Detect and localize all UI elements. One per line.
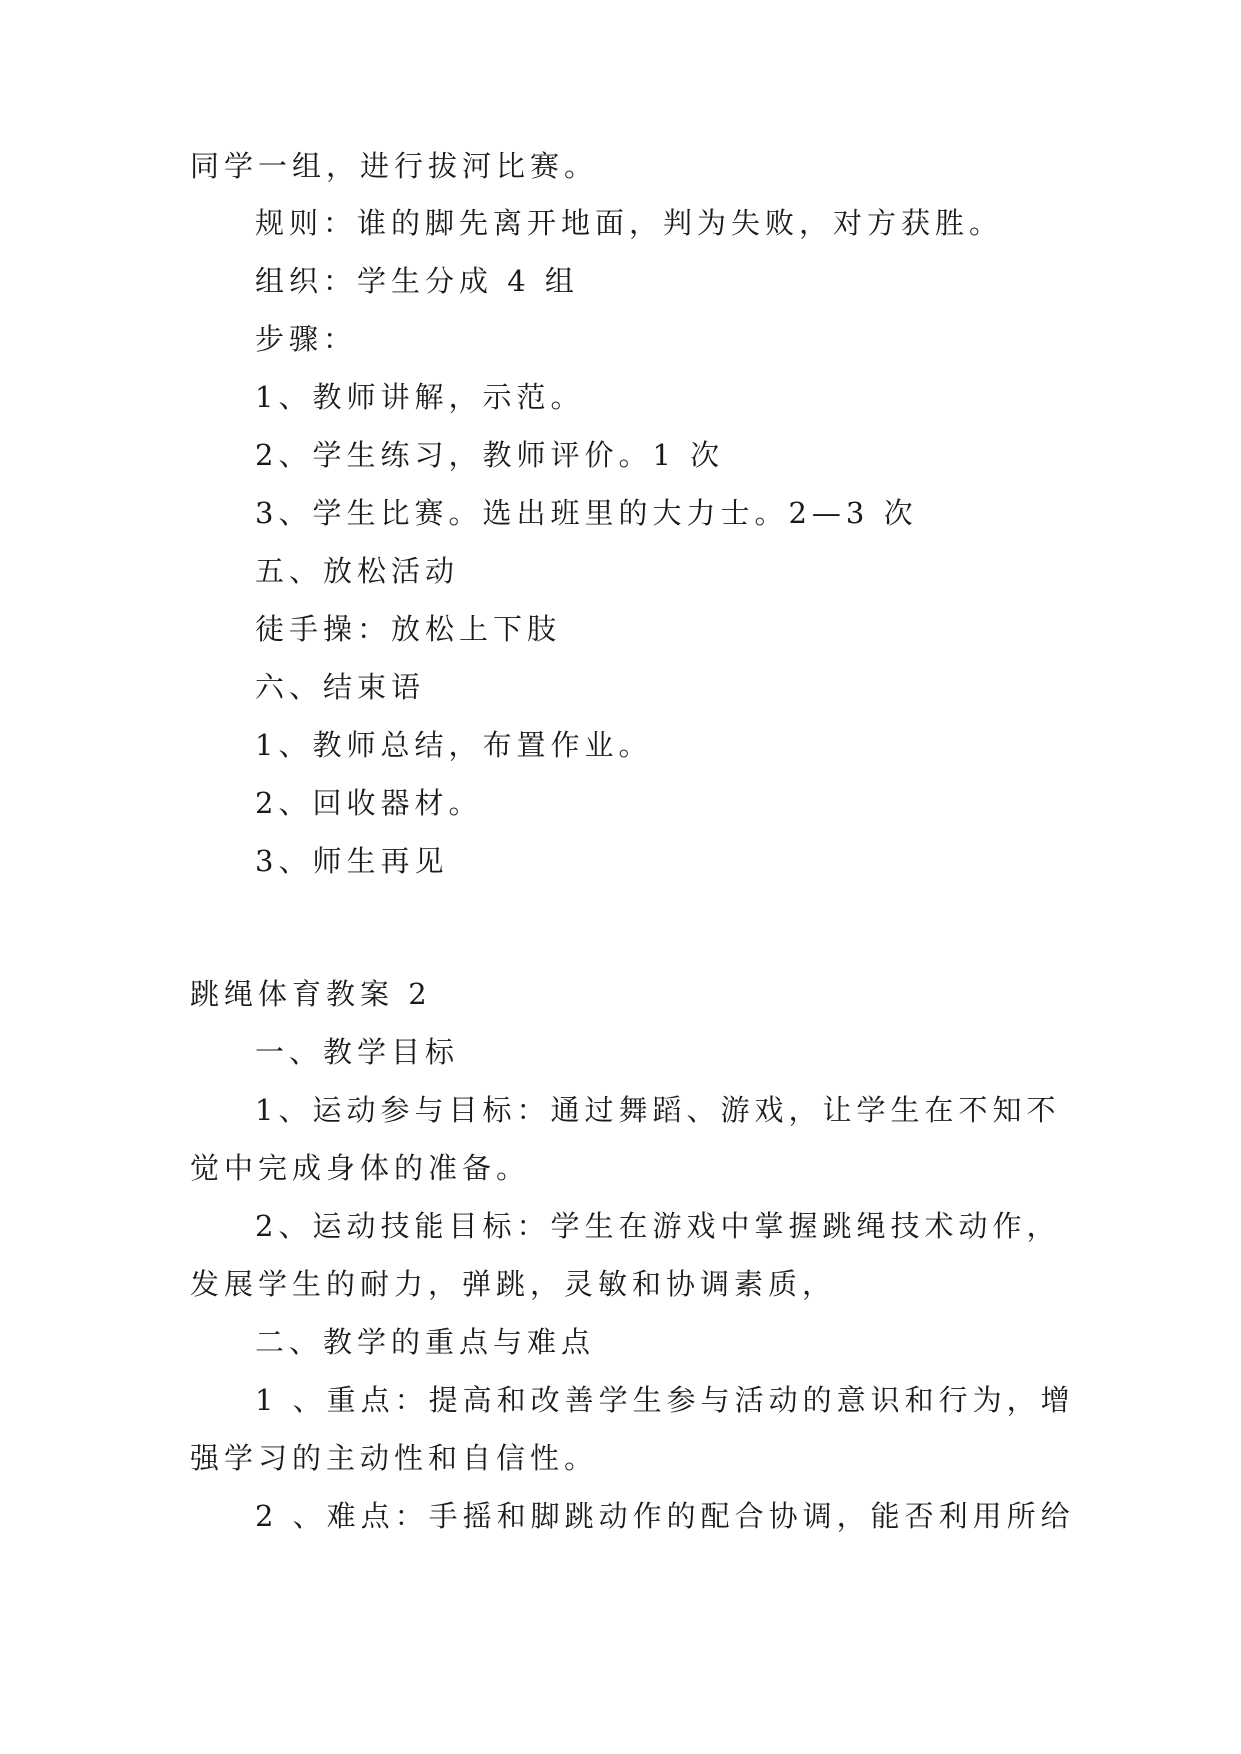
text-line: 2、回收器材。 [255, 786, 483, 820]
text-line: 2、运动技能目标：学生在游戏中掌握跳绳技术动作， [255, 1209, 1061, 1243]
section-title: 跳绳体育教案 2 [190, 977, 432, 1011]
text-line: 觉中完成身体的准备。 [190, 1151, 531, 1185]
text-line: 组织：学生分成 4 组 [255, 264, 579, 298]
text-line: 2 、难点：手摇和脚跳动作的配合协调，能否利用所给 [255, 1499, 1075, 1533]
text-line: 二、教学的重点与难点 [255, 1325, 596, 1359]
text-line: 3、师生再见 [255, 844, 449, 878]
text-line: 徒手操：放松上下肢 [255, 612, 562, 646]
text-line: 1、运动参与目标：通过舞蹈、游戏，让学生在不知不 [255, 1093, 1061, 1127]
text-line: 一、教学目标 [255, 1035, 460, 1069]
text-line: 六、结束语 [255, 670, 426, 704]
text-line: 1、教师讲解，示范。 [255, 380, 585, 414]
text-line: 步骤： [255, 322, 358, 356]
text-line: 同学一组，进行拔河比赛。 [190, 149, 599, 183]
text-line: 1 、重点：提高和改善学生参与活动的意识和行为，增 [255, 1383, 1075, 1417]
text-line: 1、教师总结，布置作业。 [255, 728, 653, 762]
text-line: 规则：谁的脚先离开地面，判为失败，对方获胜。 [255, 206, 1004, 240]
text-line: 3、学生比赛。选出班里的大力士。2—3 次 [255, 496, 918, 530]
text-line: 发展学生的耐力，弹跳，灵敏和协调素质， [190, 1267, 837, 1301]
text-line: 五、放松活动 [255, 554, 460, 588]
text-line: 强学习的主动性和自信性。 [190, 1441, 599, 1475]
text-line: 2、学生练习，教师评价。1 次 [255, 438, 725, 472]
